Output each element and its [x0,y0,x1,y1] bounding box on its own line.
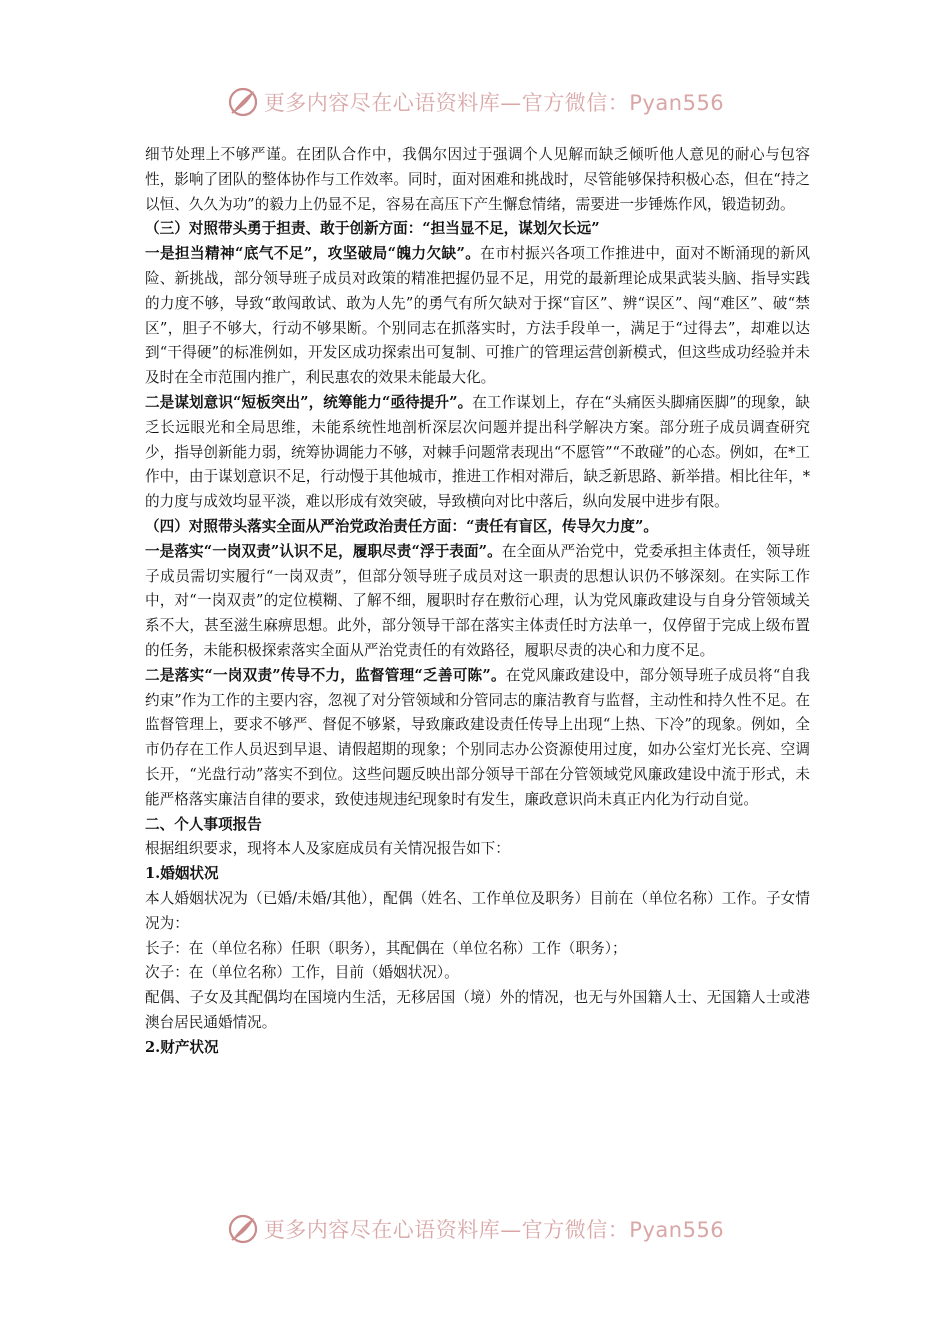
watermark-text: 更多内容尽在心语资料库—官方微信：Pyan556 [263,91,725,115]
lead-sentence: 一是担当精神“底气不足”，攻坚破局“魄力欠缺”。 [145,245,481,263]
sub-heading: 2.财产状况 [145,1038,219,1056]
paragraph: 二是落实“一岗双责”传导不力，监督管理“乏善可陈”。在党风廉政建设中，部分领导班子成员将“自我约束”作为工作的主要内容，忽视了对分管领域和分管同志的廉洁教育与监督，主动性和持久性不足。在监督管理上，要求不够严、督促不够紧，导致廉政建设责任传导上出现“上热、下冷”的现象。例如，全市仍存在工作人员迟到早退、请假超期的现象；个别同志办公资源使用过度，如办公室灯光长亮、空调长开，“光盘行动”落实不到位。这些问题反映出部分领导干部在分管领域党风廉政建设中流于形式，未能严格落实廉洁自律的要求，致使违规违纪现象时有发生，廉政意识尚未真正内化为行动自觉。 [145,666,810,808]
paragraph: 一是落实“一岗双责”认识不足，履职尽责“浮于表面”。在全面从严治党中，党委承担主体责任，领导班子成员需切实履行“一岗双责”，但部分领导班子成员对这一职责的思想认识仍不够深刻。在实际工作中，对“一岗双责”的定位模糊、了解不细，履职时存在敷衍心理，认为党风廉政建设与自身分管领域关系不大，甚至滋生麻痹思想。此外，部分领导干部在落实主体责任时方法单一，仅停留于完成上级布置的任务，未能积极探索落实全面从严治党责任的有效路径，履职尽责的决心和力度不足。 [145,542,810,659]
quill-logo-icon [226,85,260,119]
paragraph: 一是担当精神“底气不足”，攻坚破局“魄力欠缺”。在市村振兴各项工作推进中，面对不断涌现的新风险、新挑战，部分领导班子成员对政策的精准把握仍显不足，用党的最新理论成果武装头脑、指导实践的力度不够，导致“敢闯敢试、敢为人先”的勇气有所欠缺对于探“盲区”、辨“误区”、闯“难区”、破“禁区”，胆子不够大，行动不够果断。个别同志在抓落实时，方法手段单一，满足于“过得去”，却难以达到“干得硬”的标准例如，开发区成功探索出可复制、可推广的管理运营创新模式，但这些成功经验并未及时在全市范围内推广，利民惠农的效果未能最大化。 [145,245,810,387]
lead-sentence: 二是落实“一岗双责”传导不力，监督管理“乏善可陈”。 [145,666,506,684]
paragraph: 次子：在（单位名称）工作，目前（婚姻状况）。 [145,964,459,982]
watermark-text: 更多内容尽在心语资料库—官方微信：Pyan556 [263,1218,725,1242]
document-body [145,143,810,1060]
section-heading: （三）对照带头勇于担责、敢于创新方面：“担当显不足，谋划欠长远” [145,220,600,238]
lead-sentence: 一是落实“一岗双责”认识不足，履职尽责“浮于表面”。 [145,542,502,560]
section-heading: （四）对照带头落实全面从严治党政治责任方面：“责任有盲区，传导欠力度”。 [145,517,658,535]
watermark-banner-top [0,82,950,122]
watermark-banner-bottom [0,1209,950,1249]
paragraph: 二是谋划意识“短板突出”，统筹能力“亟待提升”。在工作谋划上，存在“头痛医头脚痛医脚”的现象，缺乏长远眼光和全局思维，未能系统性地剖析深层次问题并提出科学解决方案。部分班子成员调查研究少，指导创新能力弱，统筹协调能力不够，对棘手问题常表现出“不愿管”“不敢碰”的心态。例如，在*工作中，由于谋划意识不足，行动慢于其他城市，推进工作相对滞后，缺乏新思路、新举措。相比往年，*的力度与成效均显平淡，难以形成有效突破，导致横向对比中落后，纵向发展中进步有限。 [145,393,810,511]
paragraph: 配偶、子女及其配偶均在国境内生活，无移居国（境）外的情况，也无与外国籍人士、无国籍人士或港澳台居民通婚情况。 [145,989,810,1031]
lead-sentence: 二是谋划意识“短板突出”，统筹能力“亟待提升”。 [145,393,473,411]
section-heading: 二、个人事项报告 [145,815,262,833]
sub-heading: 1.婚姻状况 [145,865,219,883]
paragraph: 本人婚姻状况为（已婚/未婚/其他），配偶（姓名、工作单位及职务）目前在（单位名称）工作。子女情况为： [145,889,810,932]
quill-logo-icon [226,1212,260,1246]
paragraph: 长子：在（单位名称）任职（职务），其配偶在（单位名称）工作（职务）； [145,939,627,957]
paragraph: 细节处理上不够严谨。在团队合作中，我偶尔因过于强调个人见解而缺乏倾听他人意见的耐心与包容性，影响了团队的整体协作与工作效率。同时，面对困难和挑战时，尽管能够保持积极心态，但在“持之以恒、久久为功”的毅力上仍显不足，容易在高压下产生懈怠情绪，需要进一步锤炼作风，锻造韧劲。 [145,146,810,213]
paragraph: 根据组织要求，现将本人及家庭成员有关情况报告如下： [145,840,510,858]
